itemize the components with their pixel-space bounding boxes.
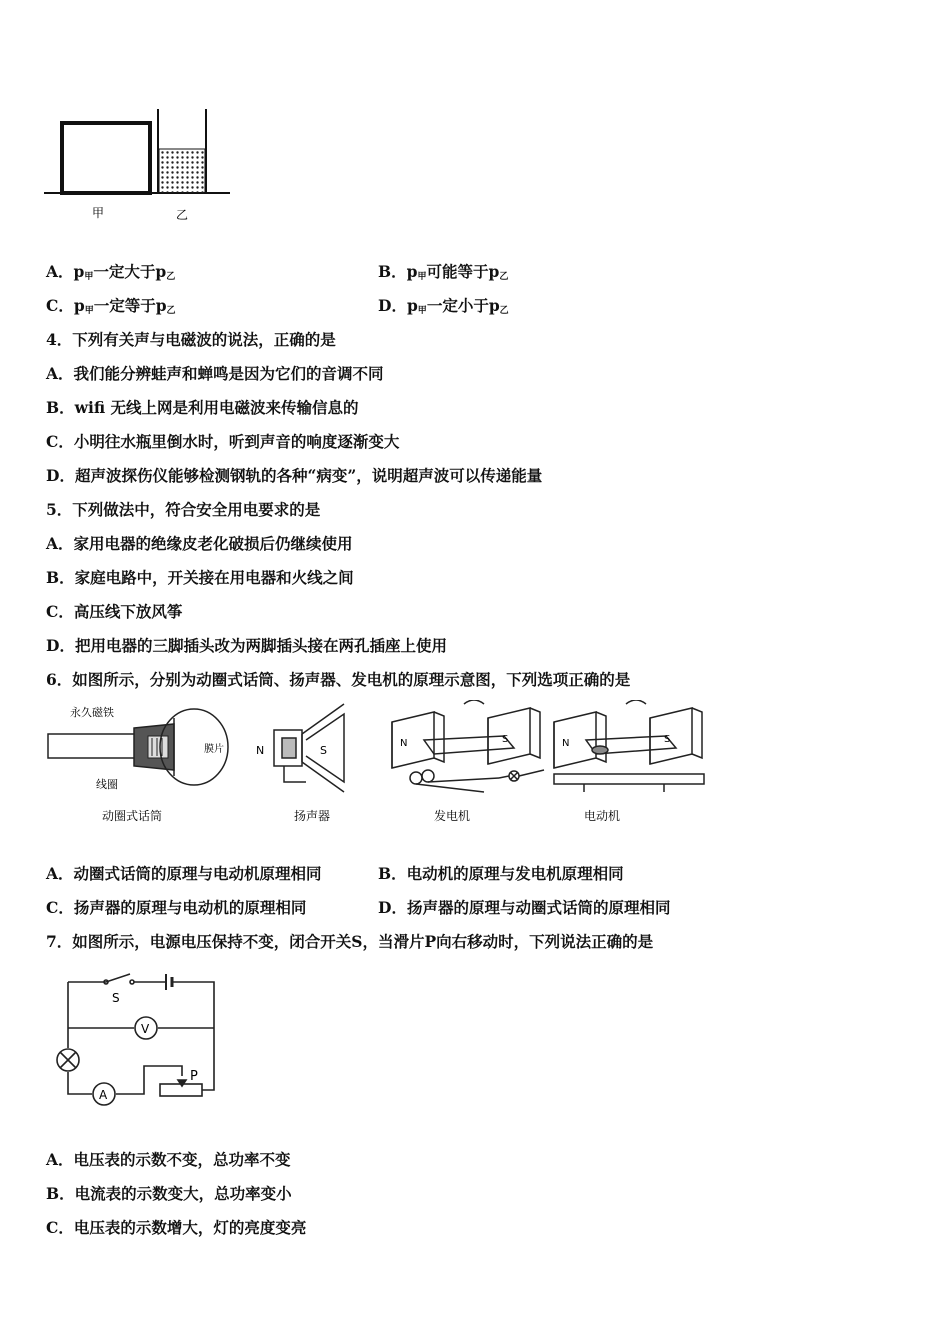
ammeter-label: A [99, 1088, 108, 1102]
label-yi: 乙 [176, 208, 189, 222]
q7-option-c: C．电压表的示数增大，灯的亮度变亮 [46, 1218, 307, 1237]
speaker-caption: 扬声器 [294, 809, 331, 823]
mic-magnet-label: 永久磁铁 [70, 706, 114, 719]
mic-caption: 动圈式话筒 [102, 809, 163, 823]
pressure-figure [40, 105, 240, 225]
q5-option-b: B．家庭电路中，开关接在用电器和火线之间 [46, 568, 354, 587]
q6-figure [44, 700, 714, 835]
speaker-n-label: N [256, 744, 265, 757]
voltmeter-label: V [141, 1022, 150, 1036]
q5-option-d: D．把用电器的三脚插头改为两脚插头接在两孔插座上使用 [46, 636, 447, 655]
q7-option-a: A．电压表的示数不变，总功率不变 [46, 1150, 291, 1169]
motor-n-label: N [562, 738, 570, 749]
liquid-yi [159, 149, 205, 193]
motor-caption: 电动机 [584, 809, 621, 823]
switch-label: S [112, 991, 120, 1005]
q7-stem: 7．如图所示，电源电压保持不变，闭合开关S，当滑片P向右移动时，下列说法正确的是 [46, 932, 654, 951]
q5-option-c: C．高压线下放风筝 [46, 602, 183, 621]
q7-option-b: B．电流表的示数变大，总功率变小 [46, 1184, 292, 1203]
q6-option-b: B．电动机的原理与发电机原理相同 [378, 864, 624, 883]
q5-stem: 5．下列做法中，符合安全用电要求的是 [46, 500, 321, 519]
label-jia: 甲 [92, 206, 105, 220]
slider-label: P [190, 1069, 198, 1084]
generator-caption: 发电机 [434, 809, 471, 823]
mic-coil-label: 线圈 [96, 778, 118, 791]
q3-option-a: A．$p_甲$一定大于$p_乙$ [46, 262, 176, 282]
q3-option-d: D．$p_甲$一定小于$p_乙$ [378, 296, 509, 316]
q4-option-b: B．wifi 无线上网是利用电磁波来传输信息的 [46, 398, 359, 417]
speaker-diagram [274, 704, 344, 792]
microphone-diagram [48, 709, 228, 785]
speaker-s-label: S [320, 744, 327, 757]
motor-s-label: S [664, 734, 671, 745]
q4-stem: 4．下列有关声与电磁波的说法，正确的是 [46, 330, 336, 349]
generator-diagram [392, 700, 544, 792]
q4-option-a: A．我们能分辨蛙声和蝉鸣是因为它们的音调不同 [46, 364, 384, 383]
generator-n-label: N [400, 738, 408, 749]
solid-block-jia [62, 123, 150, 193]
q6-option-d: D．扬声器的原理与动圈式话筒的原理相同 [378, 898, 671, 917]
q5-option-a: A．家用电器的绝缘皮老化破损后仍继续使用 [46, 534, 353, 553]
q4-option-d: D．超声波探伤仪能够检测钢轨的各种“病变”，说明超声波可以传递能量 [46, 466, 543, 485]
q3-option-c: C．$p_甲$一定等于$p_乙$ [46, 296, 176, 316]
q6-stem: 6．如图所示，分别为动圈式话筒、扬声器、发电机的原理示意图，下列选项正确的是 [46, 670, 631, 689]
q6-option-a: A．动圈式话筒的原理与电动机原理相同 [46, 864, 322, 883]
mic-membrane-label: 膜片 [204, 744, 224, 755]
q3-option-b: B．$p_甲$可能等于$p_乙$ [378, 262, 509, 282]
q4-option-c: C．小明往水瓶里倒水时，听到声音的响度逐渐变大 [46, 432, 400, 451]
q7-circuit [48, 968, 228, 1118]
generator-s-label: S [502, 734, 509, 745]
motor-diagram [554, 700, 704, 792]
q6-option-c: C．扬声器的原理与电动机的原理相同 [46, 898, 307, 917]
